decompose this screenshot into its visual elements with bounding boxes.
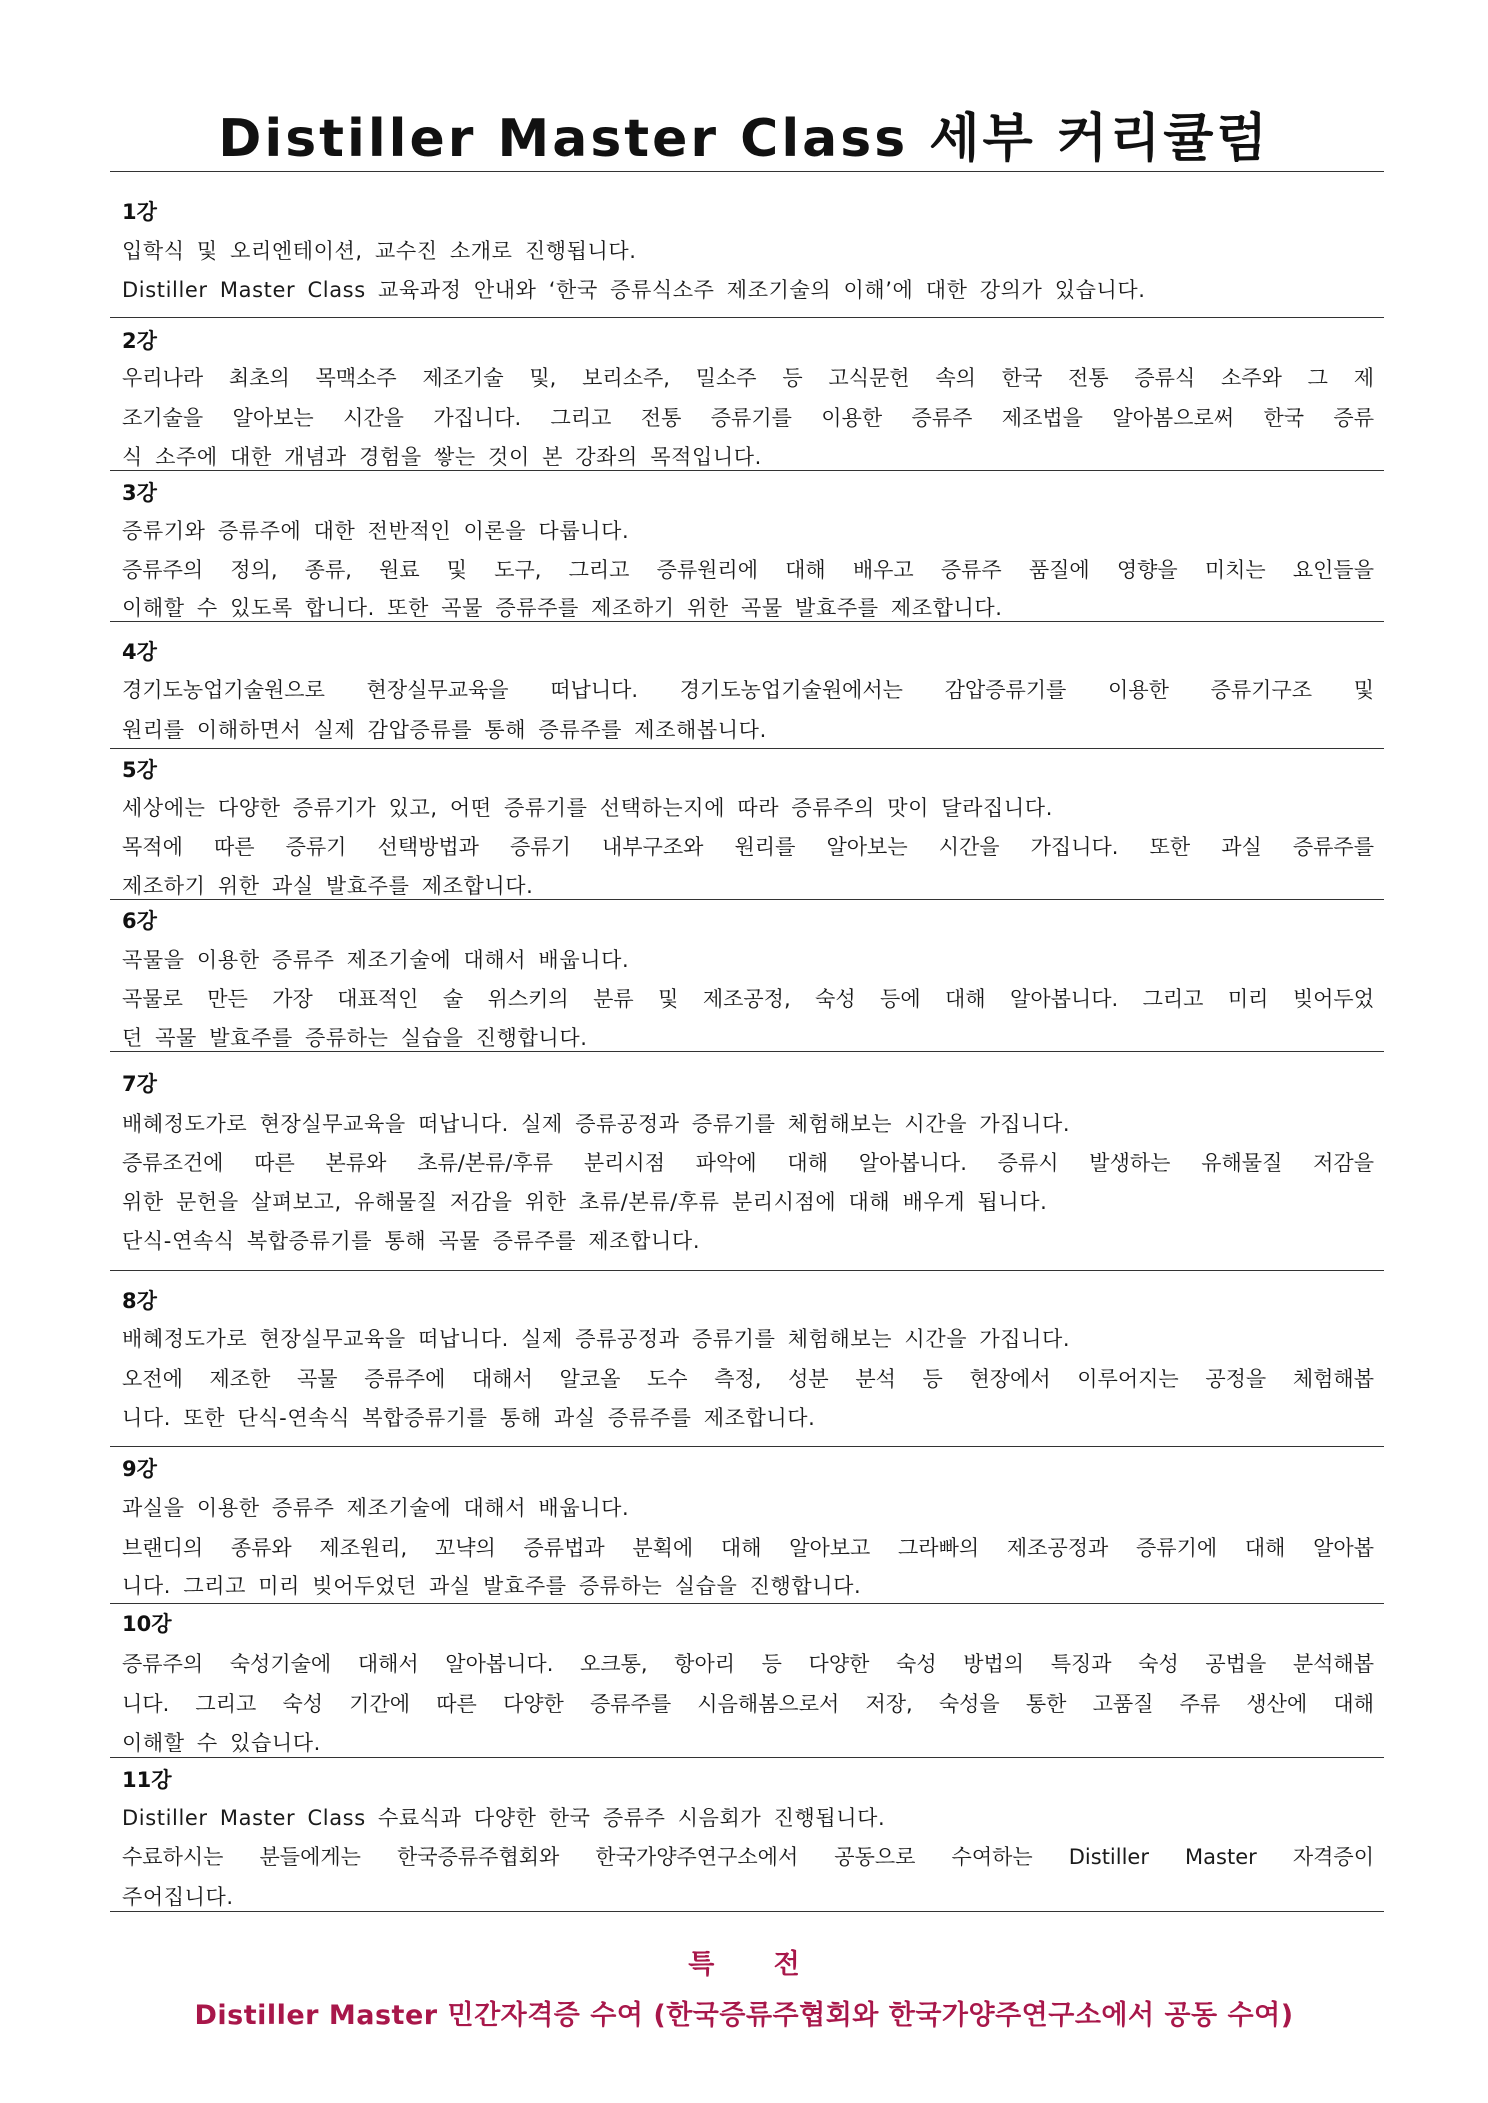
header-divider xyxy=(110,171,1384,172)
lecture-10-label: 10강 xyxy=(122,1612,172,1636)
section-divider xyxy=(110,1051,1384,1052)
lecture-4-label: 4강 xyxy=(122,640,157,664)
lecture-9-line: 니다. 그리고 미리 빚어두었던 과실 발효주를 증류하는 실습을 진행합니다. xyxy=(122,1574,862,1598)
section-divider xyxy=(110,1270,1384,1271)
lecture-7-line: 단식-연속식 복합증류기를 통해 곡물 증류주를 제조합니다. xyxy=(122,1229,701,1253)
lecture-7-line: 위한 문헌을 살펴보고, 유해물질 저감을 위한 초류/본류/후류 분리시점에 대해 배우게 됩니다. xyxy=(122,1190,1048,1214)
lecture-3-label: 3강 xyxy=(122,481,157,505)
lecture-5-label: 5강 xyxy=(122,758,157,782)
lecture-11-label: 11강 xyxy=(122,1768,172,1792)
lecture-10-line: 증류주의 숙성기술에 대해서 알아봅니다. 오크통, 항아리 등 다양한 숙성 방법의 특징과 숙성 공법을 분석해봅 xyxy=(122,1652,1374,1676)
lecture-3-line: 이해할 수 있도록 합니다. 또한 곡물 증류주를 제조하기 위한 곡물 발효주를 제조합니다. xyxy=(122,596,1003,620)
section-divider xyxy=(110,1603,1384,1604)
lecture-1-line: 입학식 및 오리엔테이션, 교수진 소개로 진행됩니다. xyxy=(122,239,637,263)
lecture-8-line: 니다. 또한 단식-연속식 복합증류기를 통해 과실 증류주를 제조합니다. xyxy=(122,1406,816,1430)
section-divider xyxy=(110,899,1384,900)
lecture-5-line: 제조하기 위한 과실 발효주를 제조합니다. xyxy=(122,874,534,898)
lecture-5-line: 세상에는 다양한 증류기가 있고, 어떤 증류기를 선택하는지에 따라 증류주의 맛이 달라집니다. xyxy=(122,796,1053,820)
lecture-5-line: 목적에 따른 증류기 선택방법과 증류기 내부구조와 원리를 알아보는 시간을 가집니다. 또한 과실 증류주를 xyxy=(122,835,1374,859)
lecture-9-line: 브랜디의 종류와 제조원리, 꼬냑의 증류법과 분획에 대해 알아보고 그라빠의 제조공정과 증류기에 대해 알아봅 xyxy=(122,1536,1374,1560)
lecture-11-line: 주어집니다. xyxy=(122,1885,234,1909)
lecture-8-line: 배혜정도가로 현장실무교육을 떠납니다. 실제 증류공정과 증류기를 체험해보는 시간을 가집니다. xyxy=(122,1327,1071,1351)
page-title: Distiller Master Class 세부 커리큘럼 xyxy=(218,109,1270,169)
lecture-3-line: 증류주의 정의, 종류, 원료 및 도구, 그리고 증류원리에 대해 배우고 증류주 품질에 영향을 미치는 요인들을 xyxy=(122,558,1374,582)
section-divider xyxy=(110,748,1384,749)
section-divider xyxy=(110,317,1384,318)
lecture-8-label: 8강 xyxy=(122,1289,157,1313)
benefit-text: Distiller Master 민간자격증 수여 (한국증류주협회와 한국가양주연구소에서 공동 수여) xyxy=(194,2000,1294,2031)
lecture-2-label: 2강 xyxy=(122,329,157,353)
lecture-7-label: 7강 xyxy=(122,1072,157,1096)
lecture-10-line: 니다. 그리고 숙성 기간에 따른 다양한 증류주를 시음해봄으로서 저장, 숙성을 통한 고품질 주류 생산에 대해 xyxy=(122,1692,1374,1716)
lecture-4-line: 경기도농업기술원으로 현장실무교육을 떠납니다. 경기도농업기술원에서는 감압증류기를 이용한 증류기구조 및 xyxy=(122,678,1374,702)
lecture-2-line: 우리나라 최초의 목맥소주 제조기술 및, 보리소주, 밀소주 등 고식문헌 속의 한국 전통 증류식 소주와 그 제 xyxy=(122,366,1374,390)
lecture-1-line: Distiller Master Class 교육과정 안내와 ‘한국 증류식소주 제조기술의 이해’에 대한 강의가 있습니다. xyxy=(122,278,1146,302)
section-divider xyxy=(110,1446,1384,1447)
lecture-3-line: 증류기와 증류주에 대한 전반적인 이론을 다룹니다. xyxy=(122,519,630,543)
lecture-9-label: 9강 xyxy=(122,1457,157,1481)
section-divider xyxy=(110,470,1384,471)
lecture-6-line: 곡물로 만든 가장 대표적인 술 위스키의 분류 및 제조공정, 숙성 등에 대해 알아봅니다. 그리고 미리 빚어두었 xyxy=(122,987,1374,1011)
lecture-8-line: 오전에 제조한 곡물 증류주에 대해서 알코올 도수 측정, 성분 분석 등 현장에서 이루어지는 공정을 체험해봅 xyxy=(122,1367,1374,1391)
lecture-7-line: 배혜정도가로 현장실무교육을 떠납니다. 실제 증류공정과 증류기를 체험해보는 시간을 가집니다. xyxy=(122,1112,1071,1136)
lecture-6-label: 6강 xyxy=(122,909,157,933)
lecture-2-line: 식 소주에 대한 개념과 경험을 쌓는 것이 본 강좌의 목적입니다. xyxy=(122,445,762,469)
lecture-11-line: Distiller Master Class 수료식과 다양한 한국 증류주 시음회가 진행됩니다. xyxy=(122,1806,886,1830)
lecture-10-line: 이해할 수 있습니다. xyxy=(122,1731,321,1755)
lecture-1-label: 1강 xyxy=(122,200,157,224)
lecture-7-line: 증류조건에 따른 본류와 초류/본류/후류 분리시점 파악에 대해 알아봅니다. 증류시 발생하는 유해물질 저감을 xyxy=(122,1151,1374,1175)
lecture-9-line: 과실을 이용한 증류주 제조기술에 대해서 배웁니다. xyxy=(122,1496,630,1520)
lecture-6-line: 던 곡물 발효주를 증류하는 실습을 진행합니다. xyxy=(122,1026,588,1050)
benefit-heading: 특 전 xyxy=(688,1949,800,1980)
lecture-4-line: 원리를 이해하면서 실제 감압증류를 통해 증류주를 제조해봅니다. xyxy=(122,718,767,742)
section-divider xyxy=(110,1757,1384,1758)
lecture-2-line: 조기술을 알아보는 시간을 가집니다. 그리고 전통 증류기를 이용한 증류주 제조법을 알아봄으로써 한국 증류 xyxy=(122,406,1374,430)
section-divider xyxy=(110,1911,1384,1912)
lecture-6-line: 곡물을 이용한 증류주 제조기술에 대해서 배웁니다. xyxy=(122,948,630,972)
lecture-11-line: 수료하시는 분들에게는 한국증류주협회와 한국가양주연구소에서 공동으로 수여하는 Distiller Master 자격증이 xyxy=(122,1845,1374,1869)
section-divider xyxy=(110,621,1384,622)
